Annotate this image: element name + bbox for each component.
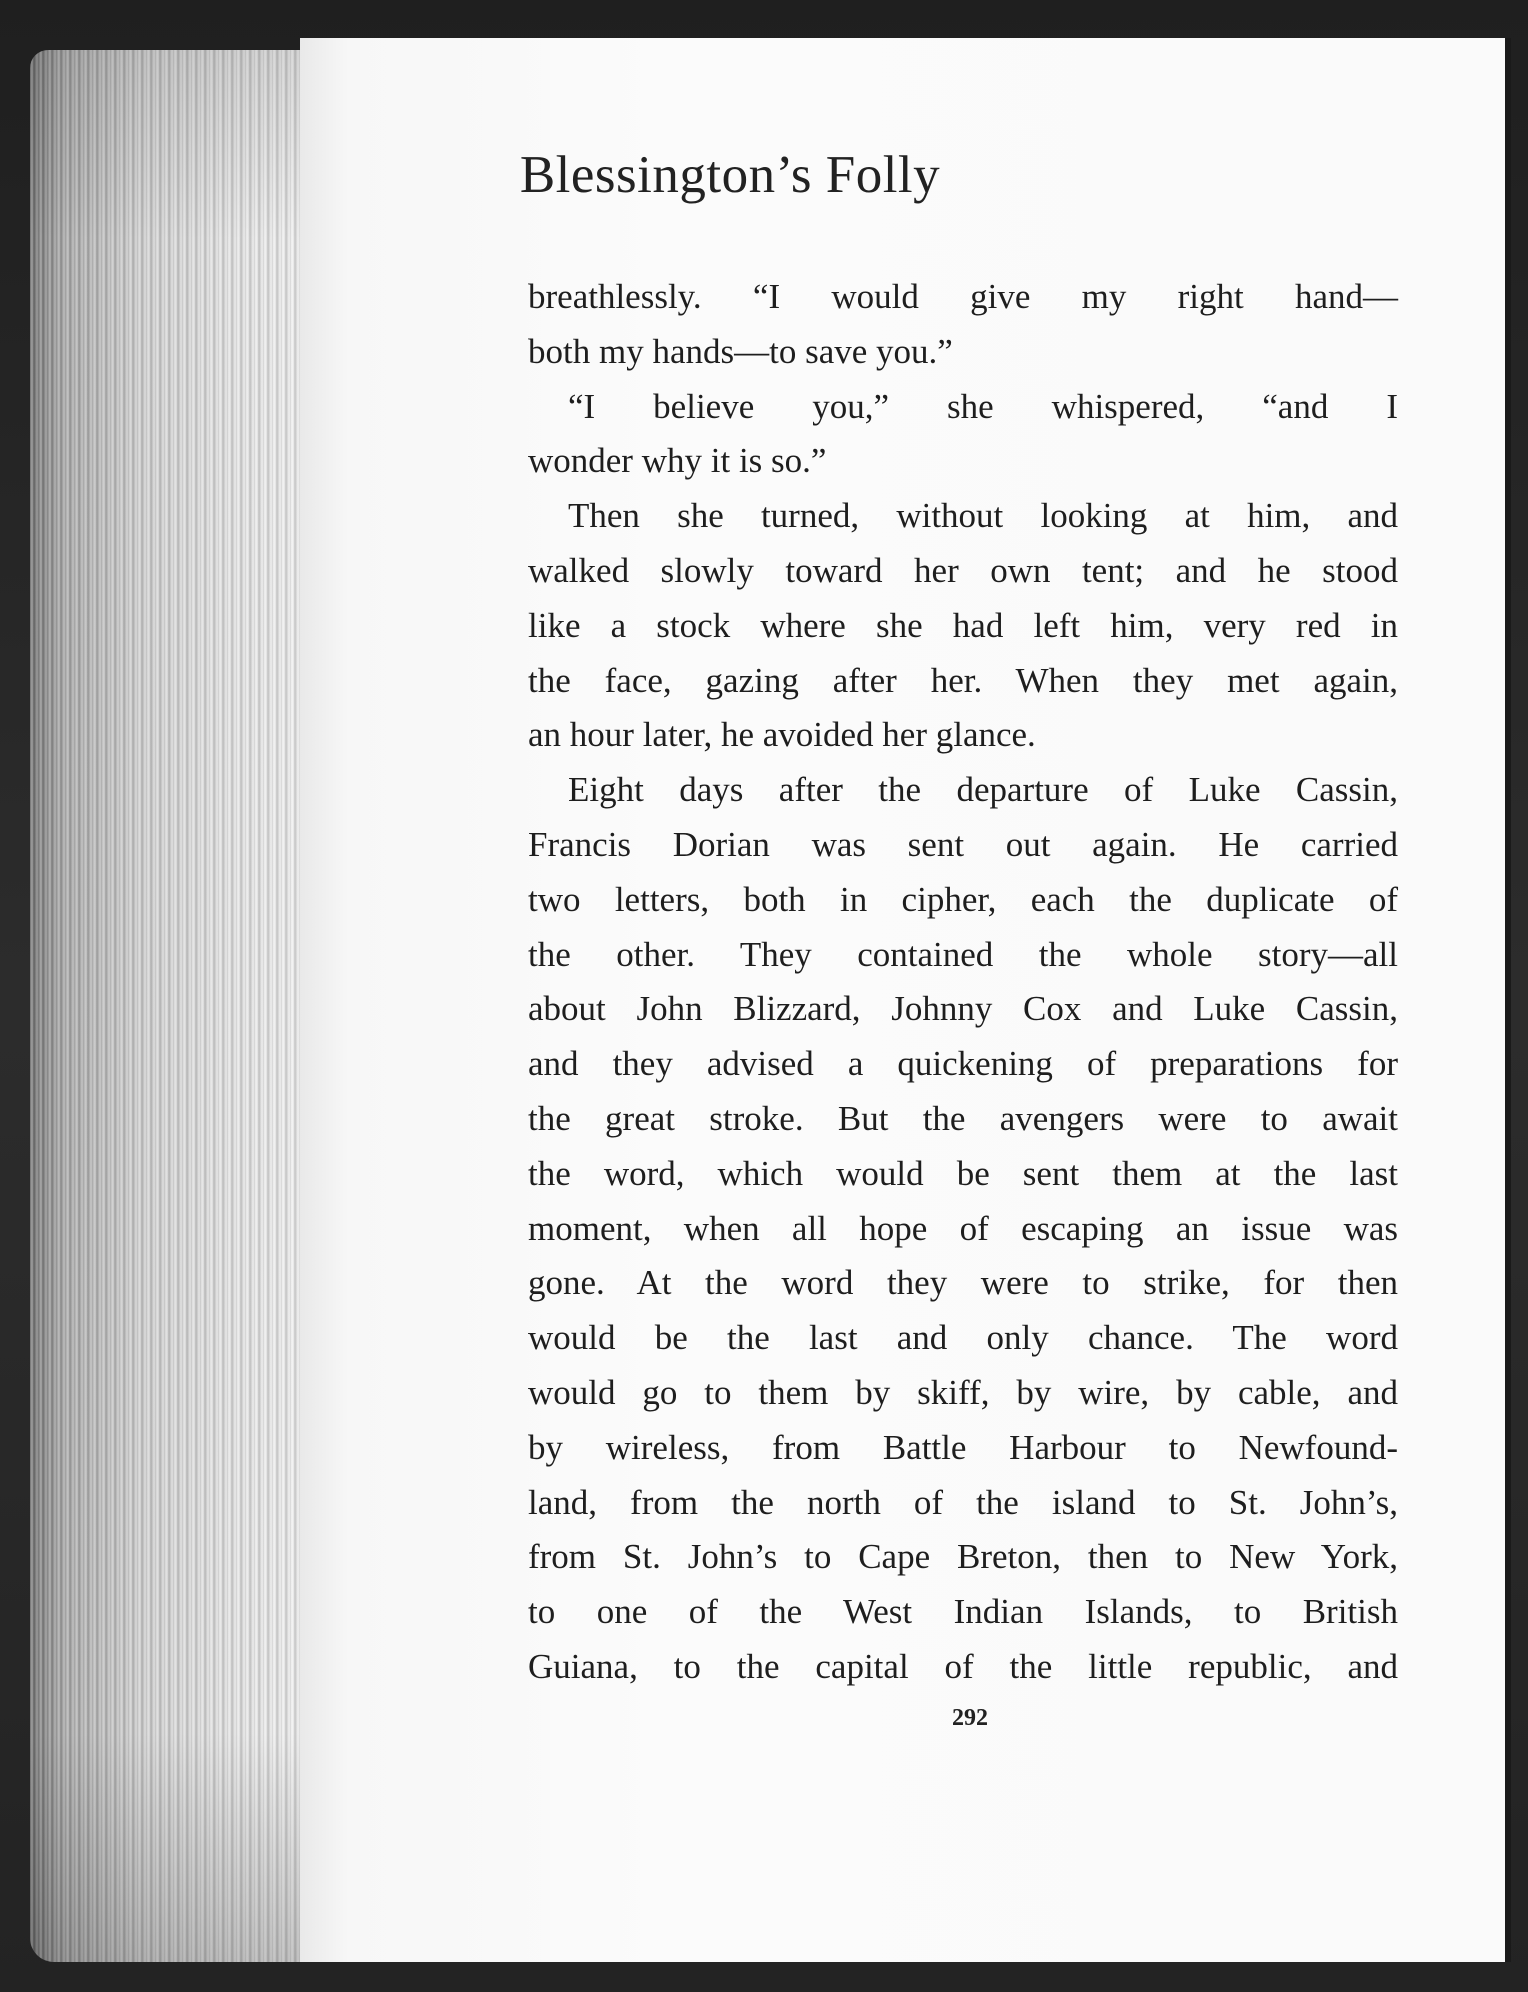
text-line: from St. John’s to Cape Breton, then to New York, — [528, 1537, 1398, 1577]
text-line: two letters, both in cipher, each the duplicate of — [528, 879, 1398, 919]
text-line: the other. They contained the whole story—all — [528, 934, 1398, 974]
text-line: breathlessly. “I would give my right hand— — [528, 277, 1398, 316]
text-line: the face, gazing after her. When they met again, — [528, 660, 1398, 700]
text-line: gone. At the word they were to strike, for then — [528, 1263, 1398, 1303]
page-number: 292 — [952, 1705, 988, 1731]
text-line: “I believe you,” she whispered, “and I — [568, 386, 1398, 426]
text-line: both my hands—to save you.” — [528, 331, 953, 371]
text-line: would be the last and only chance. The word — [528, 1318, 1398, 1358]
text-line: like a stock where she had left him, very red in — [528, 605, 1398, 645]
body-text — [528, 270, 1398, 1695]
text-line: Guiana, to the capital of the little republic, and — [528, 1646, 1398, 1686]
text-line: by wireless, from Battle Harbour to Newfound- — [528, 1427, 1398, 1467]
text-line: to one of the West Indian Islands, to British — [528, 1592, 1398, 1632]
text-line: Then she turned, without looking at him, and — [568, 496, 1398, 536]
text-line: moment, when all hope of escaping an issue was — [528, 1208, 1398, 1248]
text-line: Francis Dorian was sent out again. He carried — [528, 824, 1398, 864]
book-page-edges — [30, 50, 315, 1962]
text-line: the great stroke. But the avengers were to await — [528, 1098, 1398, 1138]
text-line: about John Blizzard, Johnny Cox and Luke Cassin, — [528, 989, 1398, 1029]
text-line: wonder why it is so.” — [528, 441, 827, 481]
text-line: would go to them by skiff, by wire, by cable, and — [528, 1372, 1398, 1412]
text-line: walked slowly toward her own tent; and he stood — [528, 550, 1398, 590]
text-line: an hour later, he avoided her glance. — [528, 715, 1036, 755]
text-line: the word, which would be sent them at the last — [528, 1153, 1398, 1193]
text-line: Eight days after the departure of Luke Cassin, — [568, 770, 1398, 810]
running-title: Blessington’s Folly — [519, 146, 941, 204]
text-line: land, from the north of the island to St. John’s, — [528, 1482, 1398, 1522]
text-line: and they advised a quickening of preparations for — [528, 1044, 1398, 1084]
